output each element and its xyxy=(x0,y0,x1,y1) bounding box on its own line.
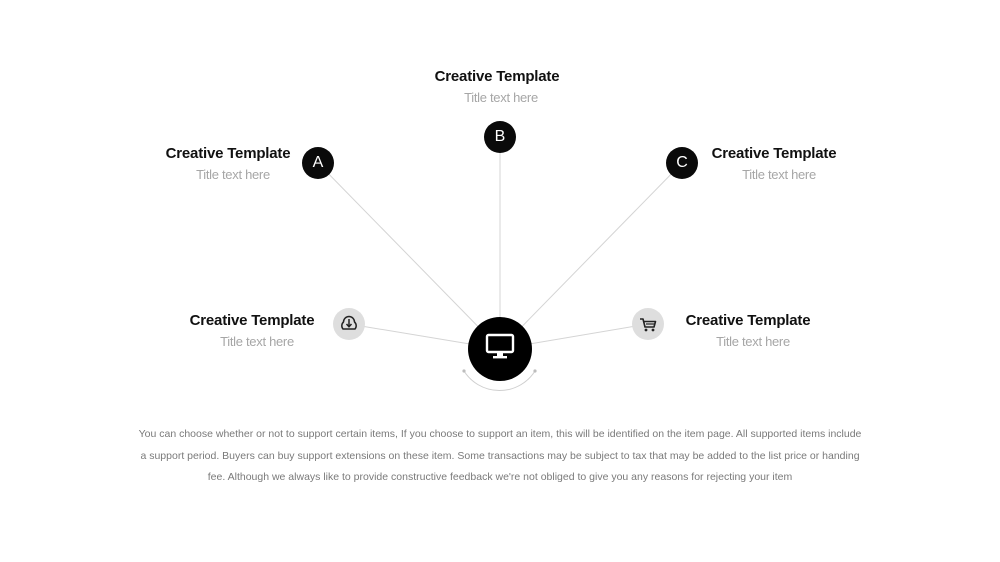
node-download-title: Creative Template xyxy=(189,312,315,329)
description-line: You can choose whether or not to support certain items, If you choose to support an item, this will be identified on the item page. All supported items include xyxy=(138,428,862,440)
node-b-title: Creative Template xyxy=(434,68,560,85)
cloud-download-icon xyxy=(333,308,365,340)
node-a-subtitle: Title text here xyxy=(196,167,270,182)
hub-arc-end-right xyxy=(533,369,536,372)
hub-arc-end-left xyxy=(462,369,465,372)
description-line: a support period. Buyers can buy support extensions on these item. Some transactions may be subject to tax that may be added to the list price or handing xyxy=(140,449,860,462)
node-b-subtitle: Title text here xyxy=(464,90,538,105)
node-b-badge: B xyxy=(484,121,516,153)
node-c-subtitle: Title text here xyxy=(742,167,816,182)
description-line: fee. Although we always like to provide constructive feedback we're not obliged to give you any reasons for rejecting your item xyxy=(207,471,793,483)
description-paragraph xyxy=(110,424,890,489)
node-a-title: Creative Template xyxy=(165,145,291,162)
node-cart-subtitle: Title text here xyxy=(716,334,790,349)
node-c-badge: C xyxy=(666,147,698,179)
node-download-subtitle: Title text here xyxy=(220,334,294,349)
hub-node xyxy=(468,317,532,381)
monitor-icon xyxy=(485,333,515,366)
node-cart-title: Creative Template xyxy=(685,312,811,329)
node-a-badge: A xyxy=(302,147,334,179)
node-c-title: Creative Template xyxy=(711,145,837,162)
